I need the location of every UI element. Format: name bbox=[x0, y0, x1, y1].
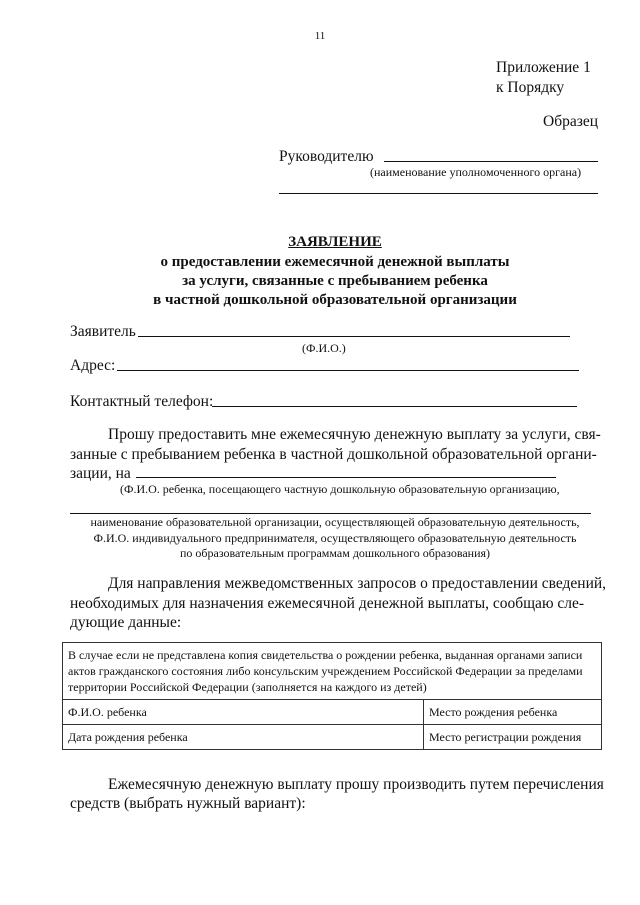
phone-field[interactable] bbox=[212, 406, 577, 407]
addressee-caption: (наименование уполномоченного органа) bbox=[370, 165, 582, 179]
fio-caption: (Ф.И.О.) bbox=[302, 341, 346, 355]
interagency-line-1: Для направления межведомственных запросов о предоставлении сведений, bbox=[108, 575, 607, 592]
address-label: Адрес: bbox=[70, 357, 116, 374]
interagency-line-3: дующие данные: bbox=[70, 614, 182, 631]
table-header-cell: В случае если не представлена копия свидетельства о рождении ребенка, выданная органами записи актов гражданского состояния либо консульским учреждением Российской Федерации за пределами территории Российской Федерации (заполняется на каждого из детей) bbox=[63, 643, 602, 700]
payment-line-2: средств (выбрать нужный вариант): bbox=[70, 795, 306, 812]
phone-label: Контактный телефон: bbox=[70, 393, 214, 410]
payment-line-1: Ежемесячную денежную выплату прошу производить путем перечисления bbox=[108, 776, 604, 793]
interagency-line-2: необходимых для назначения ежемесячной денежной выплаты, сообщаю сле- bbox=[70, 595, 585, 612]
document-subtitle-1: о предоставлении ежемесячной денежной выплаты bbox=[160, 254, 510, 270]
request-line-1: Прошу предоставить мне ежемесячную денежную выплату за услуги, свя- bbox=[108, 426, 601, 443]
birth-place-cell[interactable]: Место рождения ребенка bbox=[424, 700, 602, 725]
addressee-line[interactable] bbox=[384, 161, 598, 162]
appendix-line-2: к Порядку bbox=[496, 79, 565, 96]
birth-registration-cell[interactable]: Место регистрации рождения bbox=[424, 725, 602, 750]
request-caption-4: по образовательным программам дошкольного образования) bbox=[179, 546, 491, 560]
request-caption-2: наименование образовательной организации, осуществляющей образовательную деятельность, bbox=[90, 515, 580, 529]
child-data-table bbox=[62, 642, 602, 750]
addressee-line-2[interactable] bbox=[279, 193, 598, 194]
child-info-field[interactable] bbox=[136, 477, 556, 478]
page-number: 11 bbox=[314, 30, 326, 42]
address-field[interactable] bbox=[117, 370, 579, 371]
applicant-field[interactable] bbox=[138, 336, 570, 337]
request-caption-3: Ф.И.О. индивидуального предпринимателя, осуществляющего образовательную деятельность bbox=[93, 531, 577, 545]
document-subtitle-2: за услуги, связанные с пребыванием ребенка bbox=[182, 273, 488, 289]
request-line-2: занные с пребыванием ребенка в частной дошкольной образовательной органи- bbox=[70, 446, 597, 463]
appendix-line-1: Приложение 1 bbox=[496, 59, 591, 76]
birth-date-cell[interactable]: Дата рождения ребенка bbox=[63, 725, 424, 750]
addressee-label: Руководителю bbox=[279, 148, 374, 165]
child-name-cell[interactable]: Ф.И.О. ребенка bbox=[63, 700, 424, 725]
document-subtitle-3: в частной дошкольной образовательной организации bbox=[153, 292, 517, 308]
document-title: ЗАЯВЛЕНИЕ bbox=[288, 234, 382, 250]
request-caption-1: (Ф.И.О. ребенка, посещающего частную дошкольную образовательную организацию, bbox=[120, 482, 560, 496]
sample-label: Образец bbox=[543, 113, 599, 130]
applicant-label: Заявитель bbox=[70, 323, 136, 340]
request-line-3: зации, на bbox=[70, 465, 131, 482]
